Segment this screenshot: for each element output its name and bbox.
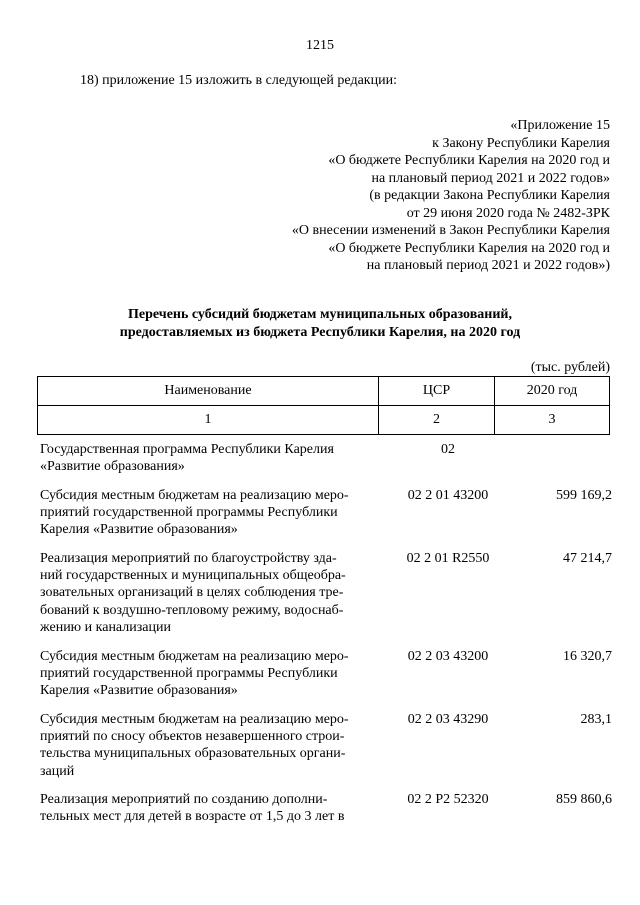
row-name-line: Государственная программа Республики Карелия [40,442,334,457]
appendix-line: (в редакции Закона Республики Карелия [369,188,610,203]
row-name-line: жению и канализации [40,619,171,635]
appendix-line: «Приложение 15 [510,118,610,133]
appendix-line: «О бюджете Республики Карелия на 2020 год и [328,240,610,256]
units-label: (тыс. рублей) [530,360,610,375]
row-name [40,550,370,636]
header-name: Наименование [38,377,379,406]
row-amount: 859 860,6 [556,792,612,807]
appendix-header [292,117,610,275]
row-code: 02 2 03 43200 [407,649,489,664]
row-name [40,487,370,539]
row-code: 02 2 03 43290 [407,712,489,727]
row-code: 02 2 P2 52320 [407,792,489,807]
appendix-line: «О бюджете Республики Карелия на 2020 год и [328,153,610,168]
row-name [40,648,370,700]
row-name-line: приятий государственной программы Республики [40,505,338,521]
row-name-line: приятий государственной программы Республики [40,666,338,682]
table-header [37,376,610,435]
column-number-row [38,406,610,435]
row-name-line: Субсидия местным бюджетам на реализацию меро- [40,649,349,664]
row-name-line: тельных мест для детей в возрасте от 1,5 до 3 лет в [40,809,345,825]
page-number: 1215 [306,38,334,53]
row-name-line: Карелия «Развитие образования» [40,522,238,538]
header-code: ЦСР [379,377,495,406]
row-amount: 16 320,7 [563,649,612,664]
title-line: предоставляемых из бюджета Республики Карелия, на 2020 год [119,325,521,340]
row-code: 02 [441,442,455,457]
row-amount: 47 214,7 [563,551,612,566]
row-name-line: ний государственных и муниципальных общеобра- [40,568,346,584]
appendix-line: на плановый период 2021 и 2022 годов» [371,170,610,186]
row-amount: 599 169,2 [556,488,612,503]
intro-text: 18) приложение 15 изложить в следующей редакции: [80,73,397,88]
row-name [40,711,370,780]
row-name-line: Субсидия местным бюджетам на реализацию меро- [40,488,349,503]
column-number: 2 [379,406,495,435]
row-amount: 283,1 [580,712,612,727]
row-name-line: Субсидия местным бюджетам на реализацию меро- [40,712,349,727]
row-name-line: тельства муниципальных образовательных органи- [40,746,346,762]
appendix-line: к Закону Республики Карелия [432,135,610,151]
column-number: 3 [495,406,610,435]
document-title [0,306,640,342]
appendix-line: «О внесении изменений в Закон Республики Карелия [291,223,610,238]
row-name-line: Реализация мероприятий по благоустройству зда- [40,551,337,566]
row-name-line: заций [40,763,75,779]
row-name [40,441,370,475]
row-code: 02 2 01 R2550 [406,551,490,566]
title-line: Перечень субсидий бюджетам муниципальных образований, [128,307,512,322]
appendix-line: на плановый период 2021 и 2022 годов») [366,258,610,273]
appendix-line: от 29 июня 2020 года № 2482-ЗРК [406,205,610,221]
row-name-line: Карелия «Развитие образования» [40,683,238,699]
header-row [38,377,610,406]
column-number: 1 [38,406,379,435]
row-name-line: Реализация мероприятий по созданию дополни- [40,792,328,807]
row-code: 02 2 01 43200 [407,488,489,503]
row-name-line: приятий по сносу объектов незавершенного строи- [40,729,345,745]
row-name [40,791,370,825]
header-year: 2020 год [495,377,610,406]
row-name-line: «Развитие образования» [40,459,185,475]
row-name-line: бований к воздушно-тепловому режиму, водоснаб- [40,602,344,618]
row-name-line: зовательных организаций в целях соблюдения тре- [40,585,344,601]
